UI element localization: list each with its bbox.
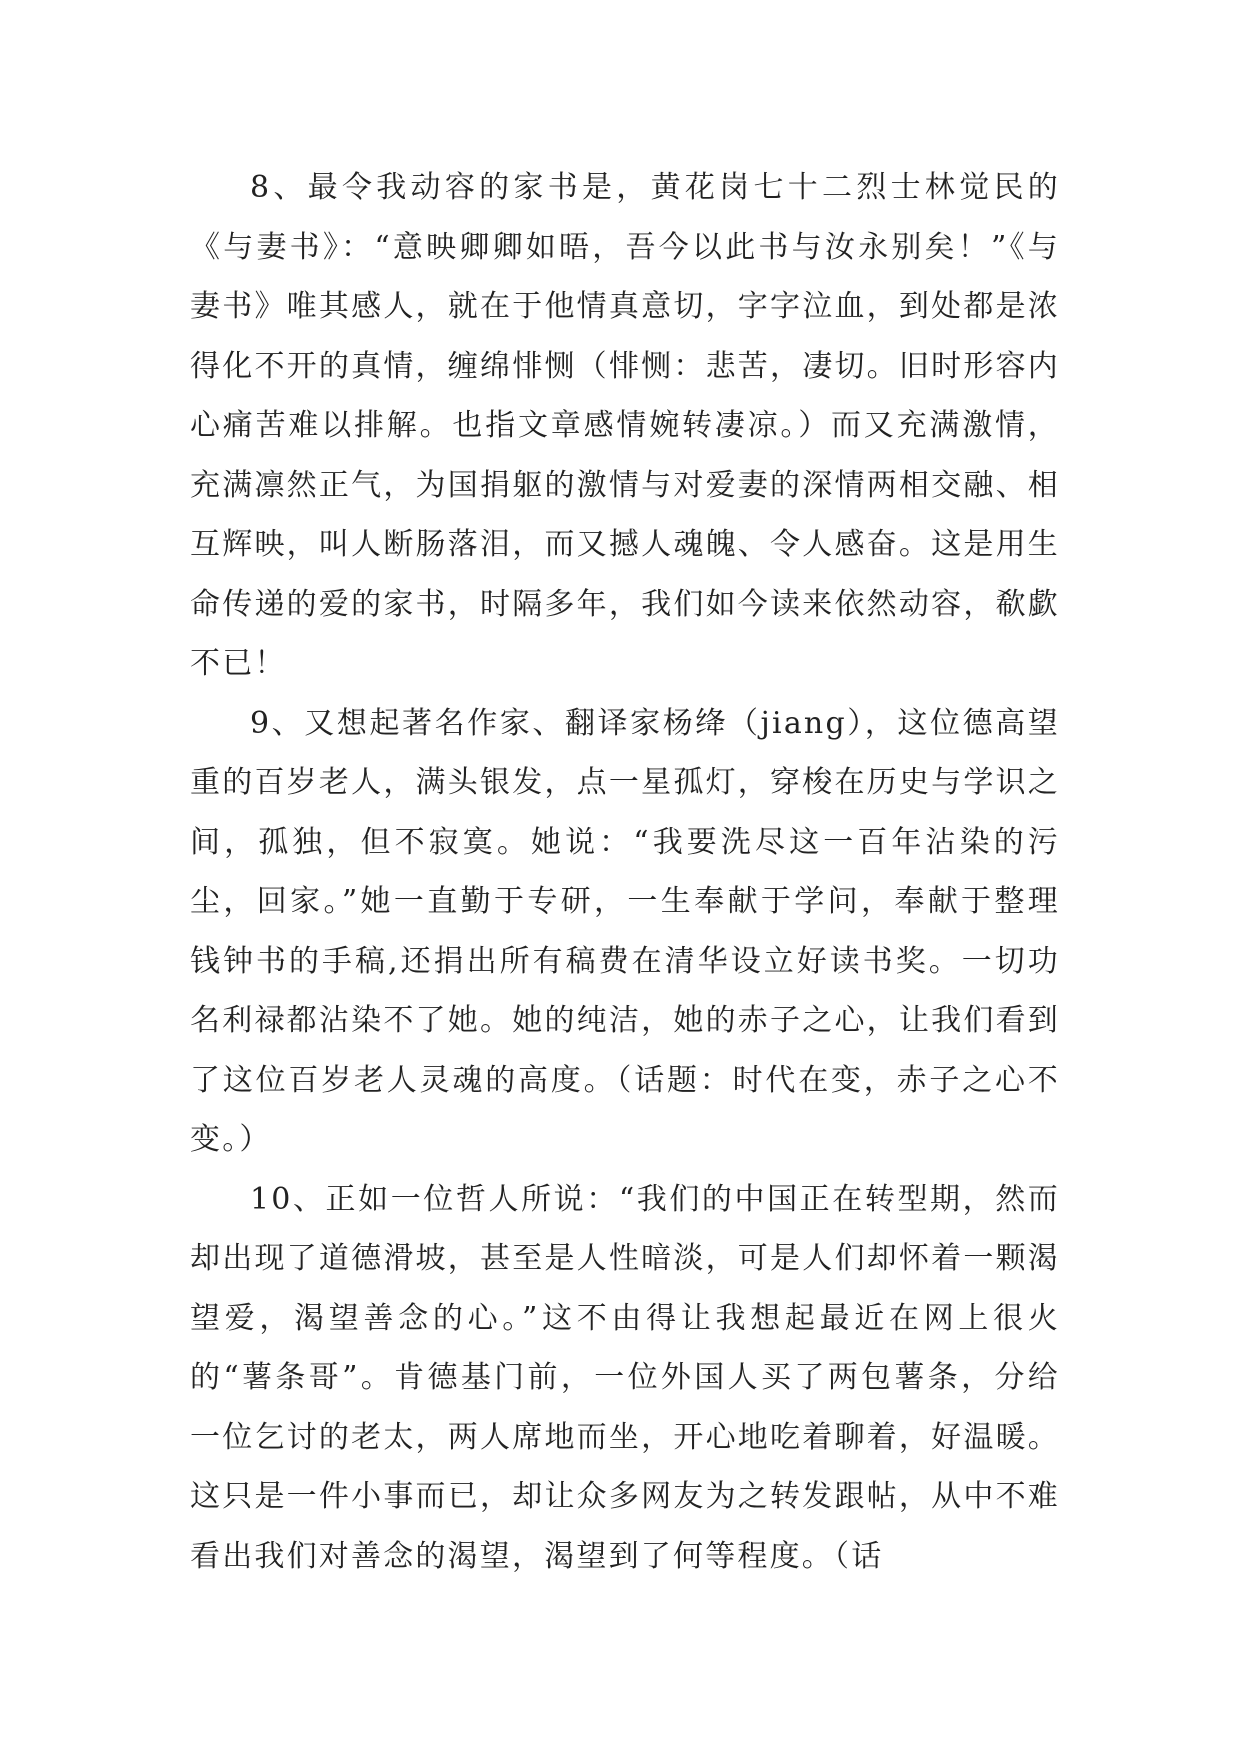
- paragraph-9: 9、又想起著名作家、翻译家杨绛（jiang），这位德高望重的百岁老人，满头银发，点一星孤灯，穿梭在历史与学识之间，孤独，但不寂寞。她说：“我要洗尽这一百年沾染的污尘，回家。”她一直勤于专研，一生奉献于学问，奉献于整理钱钟书的手稿,还捐出所有稿费在清华设立好读书奖。一切功名利禄都沾染不了她。她的纯洁，她的赤子之心，让我们看到了这位百岁老人灵魂的高度。（话题：时代在变，赤子之心不变。）: [190, 705, 1060, 1157]
- document-body: [190, 158, 1060, 1586]
- paragraph-8: 8、最令我动容的家书是，黄花岗七十二烈士林觉民的《与妻书》：“意映卿卿如晤，吾今以此书与汝永别矣！”《与妻书》唯其感人，就在于他情真意切，字字泣血，到处都是浓得化不开的真情，缠绵悱恻（悱恻：悲苦，凄切。旧时形容内心痛苦难以排解。也指文章感情婉转凄凉。）而又充满激情，充满凛然正气，为国捐躯的激情与对爱妻的深情两相交融、相互辉映，叫人断肠落泪，而又撼人魂魄、令人感奋。这是用生命传递的爱的家书，时隔多年，我们如今读来依然动容，欷歔不已！: [190, 170, 1060, 681]
- paragraph-10: 10、正如一位哲人所说：“我们的中国正在转型期，然而却出现了道德滑坡，甚至是人性暗淡，可是人们却怀着一颗渴望爱，渴望善念的心。”这不由得让我想起最近在网上很火的“薯条哥”。肯德基门前，一位外国人买了两包薯条，分给一位乞讨的老太，两人席地而坐，开心地吃着聊着，好温暖。这只是一件小事而已，却让众多网友为之转发跟帖，从中不难看出我们对善念的渴望，渴望到了何等程度。（话: [190, 1181, 1060, 1574]
